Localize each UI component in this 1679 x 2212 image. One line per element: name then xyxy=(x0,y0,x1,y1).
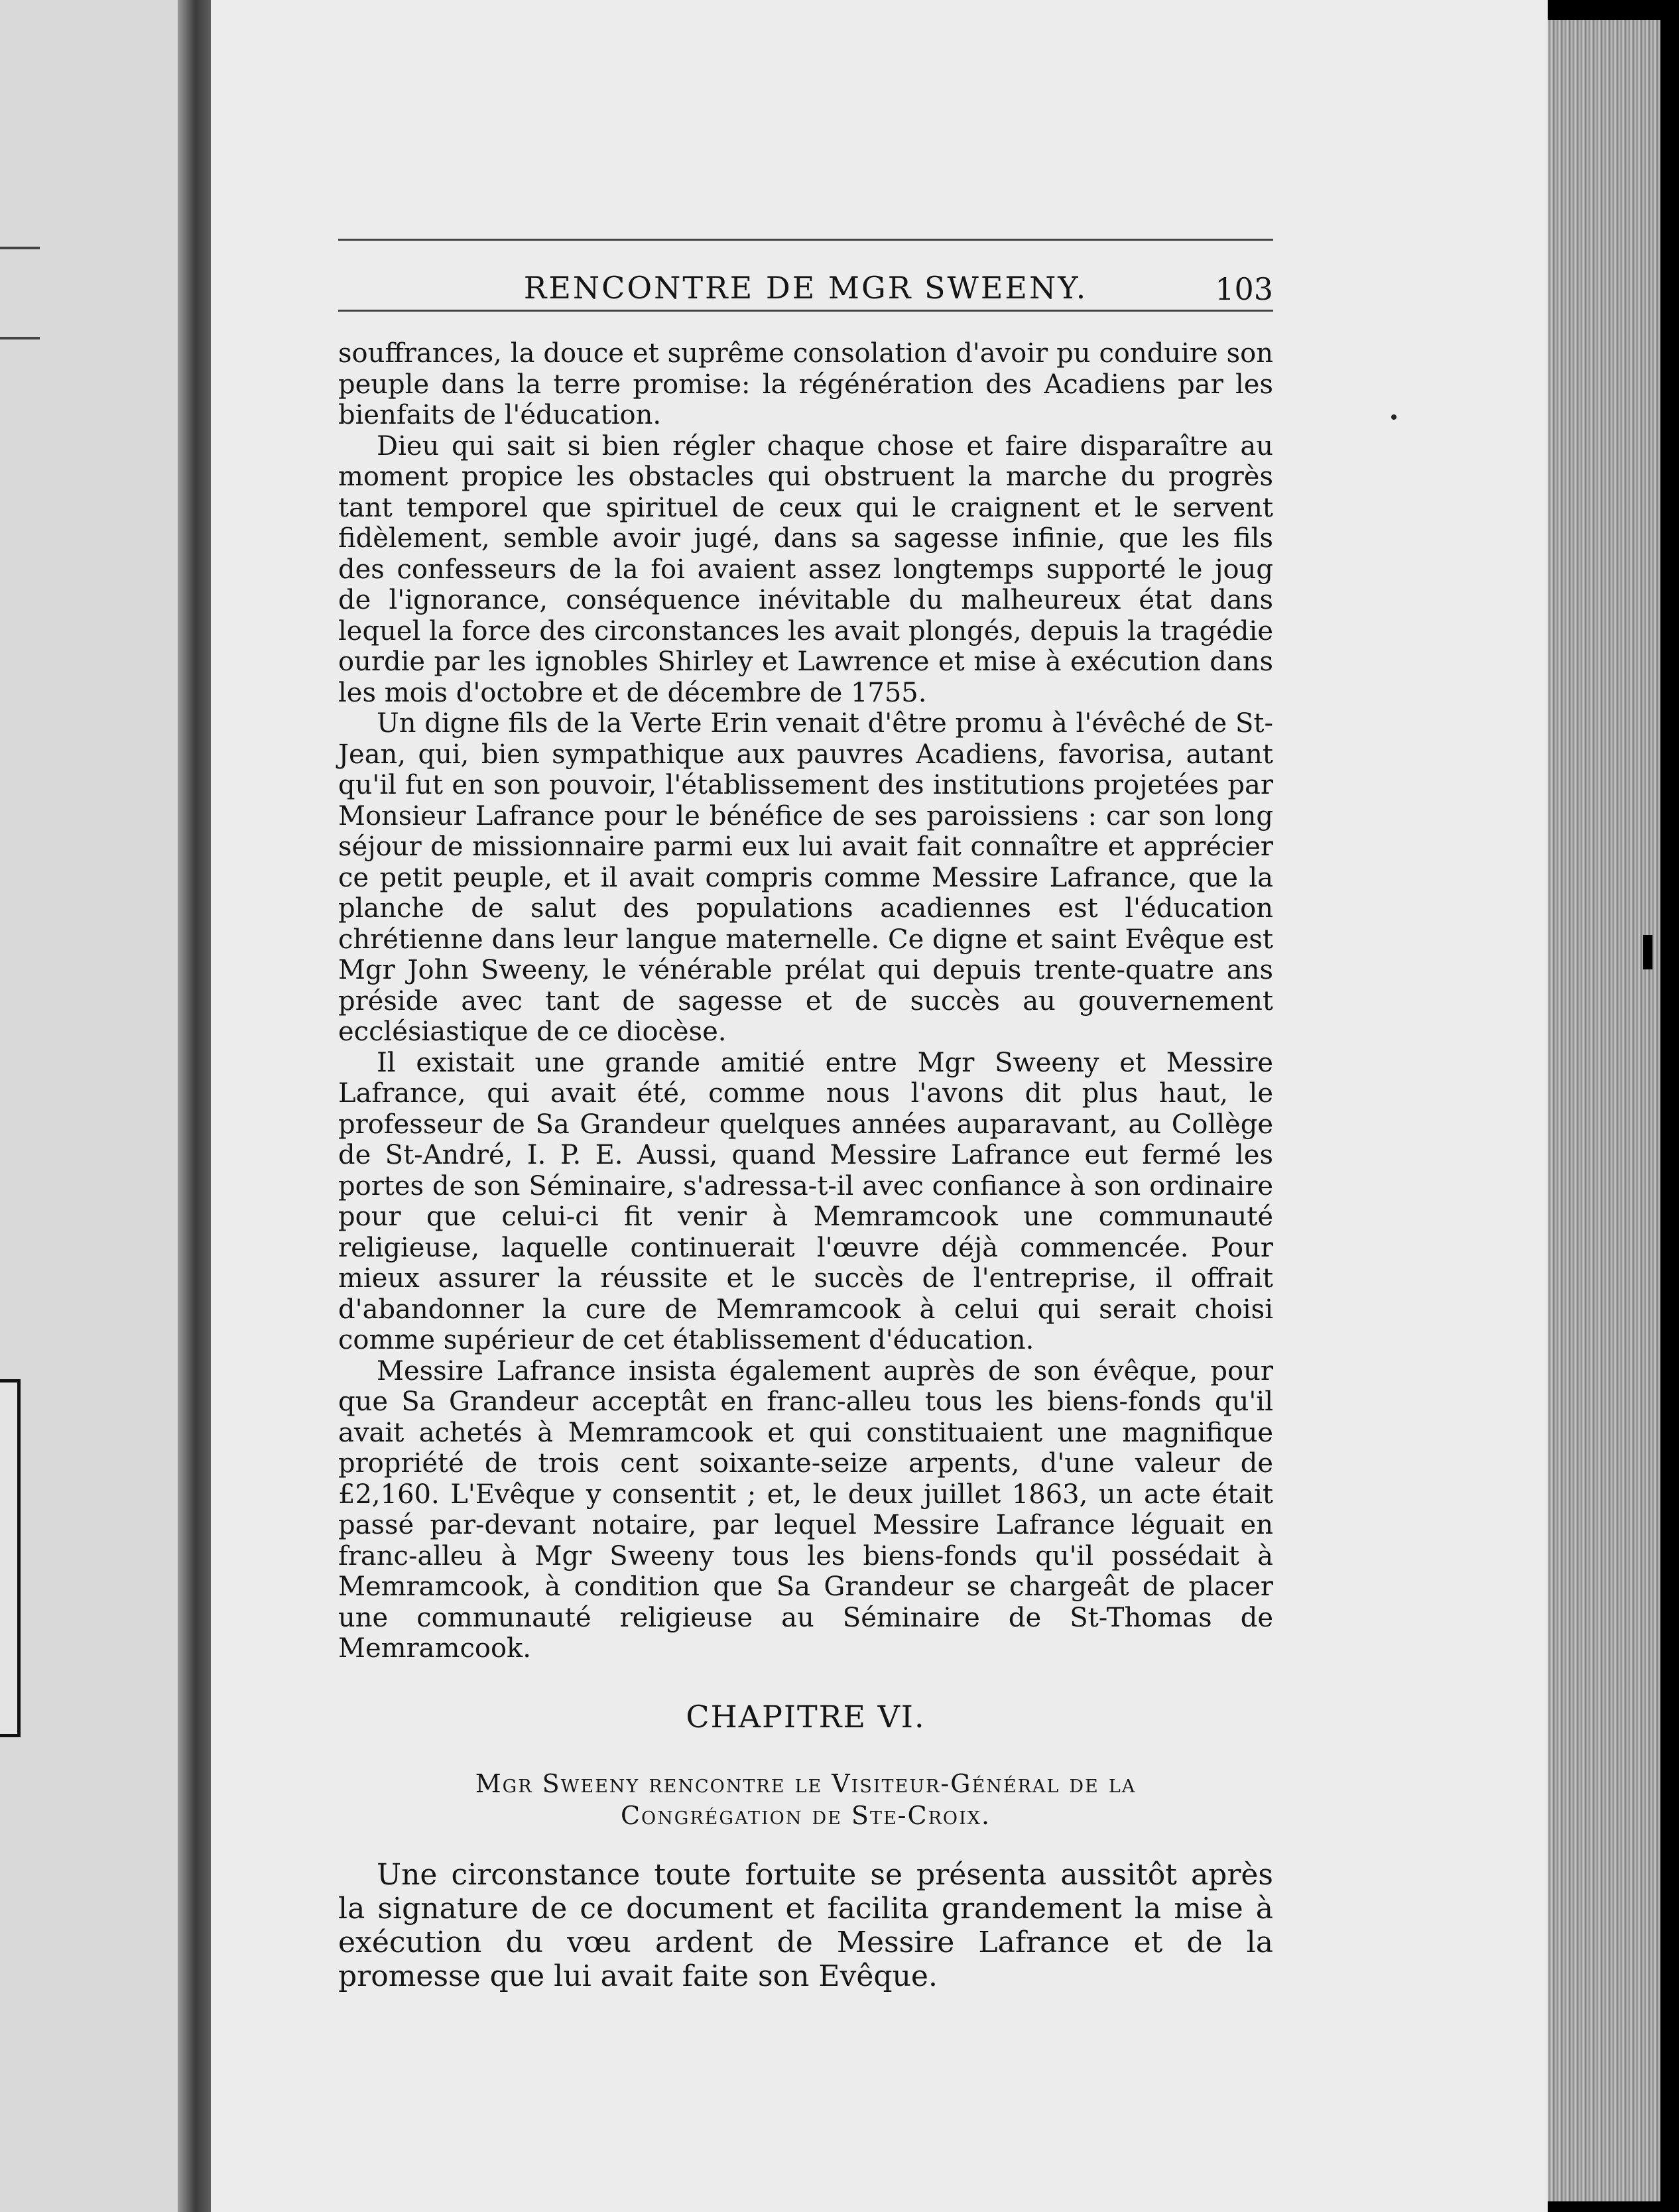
paragraph: Il existait une grande amitié entre Mgr Sweeny et Messire Lafrance, qui avait été, comme nous l'avons dit plus haut, le professeur de Sa Grandeur quelques années auparavant, au Collège de St-André, I. P. E. Aussi, quand Messire Lafrance eut fermé les portes de son Séminaire, s'adressa-t-il avec confiance à son ordinaire pour que celui-ci fit venir à Memramcook une communauté religieuse, laquelle continuerait l'œuvre déjà commencée. Pour mieux assurer la réussite et le succès de l'entreprise, il offrait d'abandonner la cure de Memramcook à celui qui serait choisi comme supérieur de cet établissement d'éducation. xyxy=(338,1047,1273,1355)
paragraph: Dieu qui sait si bien régler chaque chose et faire disparaître au moment propice les obstacles qui obstruent la marche du progrès tant temporel que spirituel de ceux qui le craignent et le servent fidèlement, semble avoir jugé, dans sa sagesse infinie, que les fils des confesseurs de la foi avaient assez longtemps supporté le joug de l'ignorance, conséquence inévitable du malheureux état dans lequel la force des circonstances les avait plongés, depuis la tragédie ourdie par les ignobles Shirley et Lawrence et mise à exécution dans les mois d'octobre et de décembre de 1755. xyxy=(338,430,1273,708)
chapter-subtitle-line: Congrégation de Ste-Croix. xyxy=(620,1800,991,1830)
running-header xyxy=(338,246,1273,306)
left-page-frame xyxy=(0,1379,21,1737)
chapter-title: CHAPITRE VI. xyxy=(686,1698,926,1735)
running-title: RENCONTRE DE MGR SWEENY. xyxy=(523,270,1088,306)
page-edges-top xyxy=(1548,0,1679,20)
page-edges xyxy=(1548,20,1660,2201)
paragraph: Messire Lafrance insista également auprès de son évêque, pour que Sa Grandeur acceptât en franc-alleu tous les biens-fonds qu'il avait achetés à Memramcook et qui constituaient une magnifique propriété de trois cent soixante-seize arpents, d'une valeur de £2,160. L'Evêque y consentit ; et, le deux juillet 1863, un acte était passé par-devant notaire, par lequel Messire Lafrance léguait en franc-alleu à Mgr Sweeny tous les biens-fonds qu'il possédait à Memramcook, à condition que Sa Grandeur se chargeât de placer une communauté religieuse au Séminaire de St-Thomas de Memramcook. xyxy=(338,1355,1273,1664)
chapter-opening-paragraph: Une circonstance toute fortuite se présenta aussitôt après la signature de ce document et facilita grandement la mise à exécution du vœu ardent de Messire Lafrance et de la promesse que lui avait faite son Evêque. xyxy=(338,1857,1273,1993)
left-page-rule xyxy=(0,247,40,249)
header-rule-bottom xyxy=(338,310,1273,312)
chapter-subtitle xyxy=(338,1768,1273,1831)
page-number: 103 xyxy=(1215,271,1273,307)
chapter-subtitle-line: Mgr Sweeny rencontre le Visiteur-Général de la xyxy=(475,1768,1137,1798)
header-rule-top xyxy=(338,239,1273,241)
left-page-rule xyxy=(0,337,40,339)
page-content xyxy=(338,239,1273,1993)
speck xyxy=(1391,414,1397,420)
paragraph: souffrances, la douce et suprême consolation d'avoir pu conduire son peuple dans la terre promise: la régénération des Acadiens par les bienfaits de l'éducation. xyxy=(338,338,1273,430)
paragraph: Un digne fils de la Verte Erin venait d'être promu à l'évêché de St-Jean, qui, bien sympathique aux pauvres Acadiens, favorisa, autant qu'il fut en son pouvoir, l'établissement des institutions projetées par Monsieur Lafrance pour le bénéfice de ses paroissiens : car son long séjour de missionnaire parmi eux lui avait fait connaître et apprécier ce petit peuple, et il avait compris comme Messire Lafrance, que la planche de salut des populations acadiennes est l'éducation chrétienne dans leur langue maternelle. Ce digne et saint Evêque est Mgr John Sweeny, le vénérable prélat qui depuis trente-quatre ans préside avec tant de sagesse et de succès au gouvernement ecclésiastique de ce diocèse. xyxy=(338,708,1273,1047)
left-page-edge xyxy=(0,0,199,2212)
edge-mark xyxy=(1643,935,1652,969)
